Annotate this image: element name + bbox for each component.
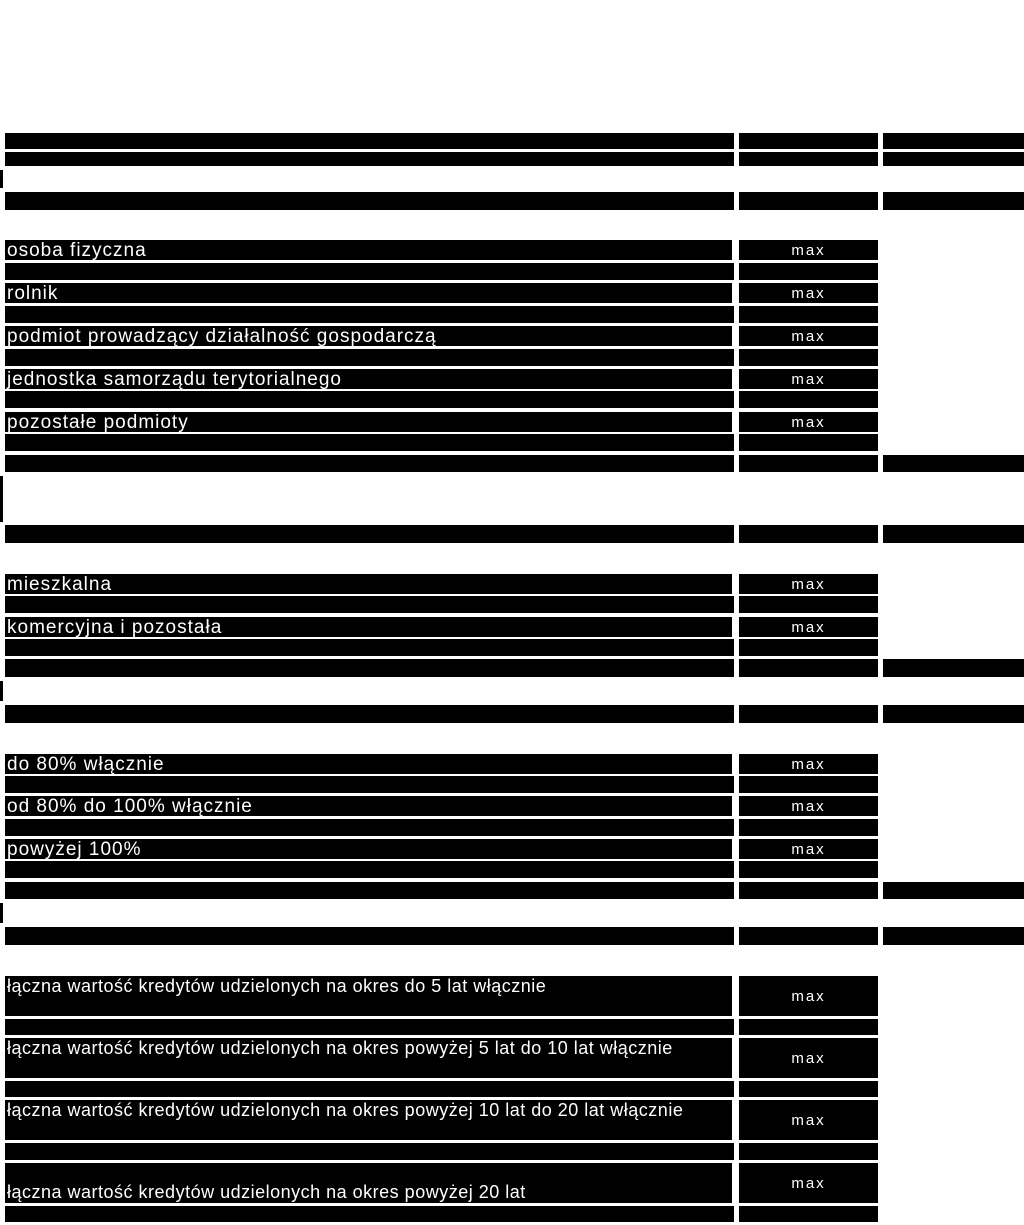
ltv-row-spacer: [5, 861, 734, 878]
ltv-row-spacer-col2: [739, 776, 878, 793]
borrower-row-spacer: [5, 434, 734, 451]
borrower-row-max: max: [739, 412, 878, 432]
ltv-row-max: max: [739, 796, 878, 816]
section-ltv-header-col3: [883, 705, 1024, 723]
property-row-spacer-col2: [739, 596, 878, 613]
period-row-label: łączna wartość kredytów udzielonych na okres do 5 lat włącznie: [5, 976, 732, 1016]
borrower-row-spacer: [5, 349, 734, 366]
section-ltv-total-label: [5, 882, 734, 899]
borrower-row-spacer-col2: [739, 263, 878, 280]
borrower-row-label: podmiot prowadzący działalność gospodarczą: [5, 326, 732, 346]
borrower-row-spacer-col2: [739, 306, 878, 323]
row-marker: [0, 170, 3, 188]
property-row-spacer: [5, 639, 734, 656]
row-marker: [0, 681, 3, 701]
ltv-row-spacer: [5, 819, 734, 836]
borrower-row-spacer-col2: [739, 349, 878, 366]
borrower-row-spacer-col2: [739, 434, 878, 451]
ltv-row-max: max: [739, 839, 878, 859]
period-row-max: max: [739, 1163, 878, 1203]
borrower-row-label: pozostałe podmioty: [5, 412, 732, 432]
section-period-header-col2: [739, 927, 878, 945]
borrower-row-spacer: [5, 306, 734, 323]
ltv-row-spacer: [5, 776, 734, 793]
period-row-spacer: [5, 1019, 734, 1035]
period-row-spacer-col2: [739, 1206, 878, 1222]
row-marker: [0, 476, 3, 522]
header-bar-2-label: [5, 152, 734, 166]
borrower-row-spacer: [5, 391, 734, 408]
period-row-spacer-col2: [739, 1019, 878, 1035]
section-ltv-header-label: [5, 705, 734, 723]
period-row-label: łączna wartość kredytów udzielonych na okres powyżej 5 lat do 10 lat włącznie: [5, 1038, 732, 1078]
section-property-total-col2: [739, 659, 878, 677]
section-ltv-header-col2: [739, 705, 878, 723]
period-row-max: max: [739, 1038, 878, 1078]
section-borrower-header-col2: [739, 192, 878, 210]
section-period-header-label: [5, 927, 734, 945]
section-property-header-col2: [739, 525, 878, 543]
ltv-row-spacer-col2: [739, 819, 878, 836]
period-row-label: łączna wartość kredytów udzielonych na okres powyżej 10 lat do 20 lat włącznie: [5, 1100, 732, 1140]
property-row-spacer-col2: [739, 639, 878, 656]
section-borrower-header-col3: [883, 192, 1024, 210]
ltv-row-max: max: [739, 754, 878, 774]
property-row-max: max: [739, 574, 878, 594]
row-marker: [0, 903, 3, 923]
section-property-total-col3: [883, 659, 1024, 677]
ltv-row-label: do 80% włącznie: [5, 754, 732, 774]
header-bar-2-col2: [739, 152, 878, 166]
property-row-label: mieszkalna: [5, 574, 732, 594]
borrower-row-label: rolnik: [5, 283, 732, 303]
ltv-row-label: powyżej 100%: [5, 839, 732, 859]
period-row-spacer: [5, 1206, 734, 1222]
header-bar-1-col3: [883, 133, 1024, 149]
section-borrower-total-col2: [739, 455, 878, 472]
section-property-total-label: [5, 659, 734, 677]
section-ltv-total-col3: [883, 882, 1024, 899]
borrower-row-max: max: [739, 283, 878, 303]
borrower-row-label: jednostka samorządu terytorialnego: [5, 369, 732, 389]
section-ltv-total-col2: [739, 882, 878, 899]
section-borrower-total-col3: [883, 455, 1024, 472]
section-borrower-total-label: [5, 455, 734, 472]
period-row-label: łączna wartość kredytów udzielonych na okres powyżej 20 lat: [5, 1163, 732, 1203]
property-row-max: max: [739, 617, 878, 637]
header-bar-1-col2: [739, 133, 878, 149]
ltv-row-label: od 80% do 100% włącznie: [5, 796, 732, 816]
period-row-max: max: [739, 976, 878, 1016]
property-row-spacer: [5, 596, 734, 613]
borrower-row-spacer-col2: [739, 391, 878, 408]
borrower-row-spacer: [5, 263, 734, 280]
property-row-label: komercyjna i pozostała: [5, 617, 732, 637]
period-row-spacer-col2: [739, 1143, 878, 1160]
period-row-spacer: [5, 1143, 734, 1160]
ltv-row-spacer-col2: [739, 861, 878, 878]
section-property-header-col3: [883, 525, 1024, 543]
header-bar-2-col3: [883, 152, 1024, 166]
period-row-spacer: [5, 1081, 734, 1097]
borrower-row-label: osoba fizyczna: [5, 240, 732, 260]
section-property-header-label: [5, 525, 734, 543]
header-bar-1-label: [5, 133, 734, 149]
section-period-header-col3: [883, 927, 1024, 945]
period-row-spacer-col2: [739, 1081, 878, 1097]
borrower-row-max: max: [739, 326, 878, 346]
period-row-max: max: [739, 1100, 878, 1140]
section-borrower-header-label: [5, 192, 734, 210]
borrower-row-max: max: [739, 240, 878, 260]
borrower-row-max: max: [739, 369, 878, 389]
